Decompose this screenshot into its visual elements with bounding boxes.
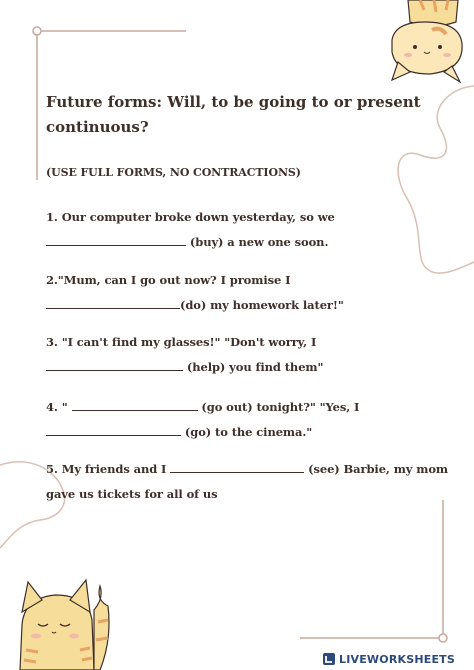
instruction-text: (USE FULL FORMS, NO CONTRACTIONS): [46, 166, 301, 179]
corner-circle-bottom-right: [439, 634, 447, 642]
cat-top-right-illustration: [392, 0, 462, 82]
question-3-line-1: 3. "I can't find my glasses!" "Don't worry, I: [46, 335, 317, 349]
answer-blank-3[interactable]: [46, 358, 183, 371]
question-2-hint: (do) my homework later!": [180, 298, 344, 312]
title-line-2: continuous?: [46, 118, 149, 136]
answer-blank-2[interactable]: [46, 296, 180, 309]
question-1-line-1: 1. Our computer broke down yesterday, so we: [46, 210, 335, 224]
question-1: [46, 205, 335, 255]
question-1-line-2: [46, 230, 335, 255]
liveworksheets-brand-text: LIVEWORKSHEETS: [339, 652, 455, 666]
title-line-1: Future forms: Will, to be going to or present: [46, 93, 421, 111]
question-2-line-1: 2."Mum, can I go out now? I promise I: [46, 273, 291, 287]
answer-blank-5[interactable]: [170, 460, 304, 473]
question-3-line-2: [46, 355, 323, 380]
question-4: [46, 395, 359, 445]
question-5: [46, 457, 448, 507]
question-5-line-1: [46, 457, 448, 482]
question-5-line-2: gave us tickets for all of us: [46, 487, 218, 501]
question-4-line-2: [46, 420, 359, 445]
question-3-hint: (help) you find them": [186, 360, 324, 374]
question-5-hint: (see) Barbie, my mom: [308, 462, 448, 476]
worksheet-title: [46, 90, 426, 140]
question-4-hint-a: (go out) tonight?" "Yes, I: [201, 400, 360, 414]
answer-blank-4a[interactable]: [72, 398, 198, 411]
question-4-prefix: 4. ": [46, 400, 68, 414]
liveworksheets-logo: [322, 650, 455, 668]
question-3: [46, 330, 323, 380]
question-4-line-1: [46, 395, 359, 420]
question-4-hint-b: (go) to the cinema.": [184, 425, 313, 439]
answer-blank-1[interactable]: [46, 233, 186, 246]
cat-bottom-left-illustration: [20, 580, 109, 670]
question-2-line-2: [46, 293, 344, 318]
question-5-prefix: 5. My friends and I: [46, 462, 167, 476]
answer-blank-4b[interactable]: [46, 423, 181, 436]
corner-circle-top-left: [33, 27, 41, 35]
question-1-hint: (buy) a new one soon.: [189, 235, 329, 249]
question-2: [46, 268, 344, 318]
liveworksheets-logo-icon: [322, 652, 336, 666]
